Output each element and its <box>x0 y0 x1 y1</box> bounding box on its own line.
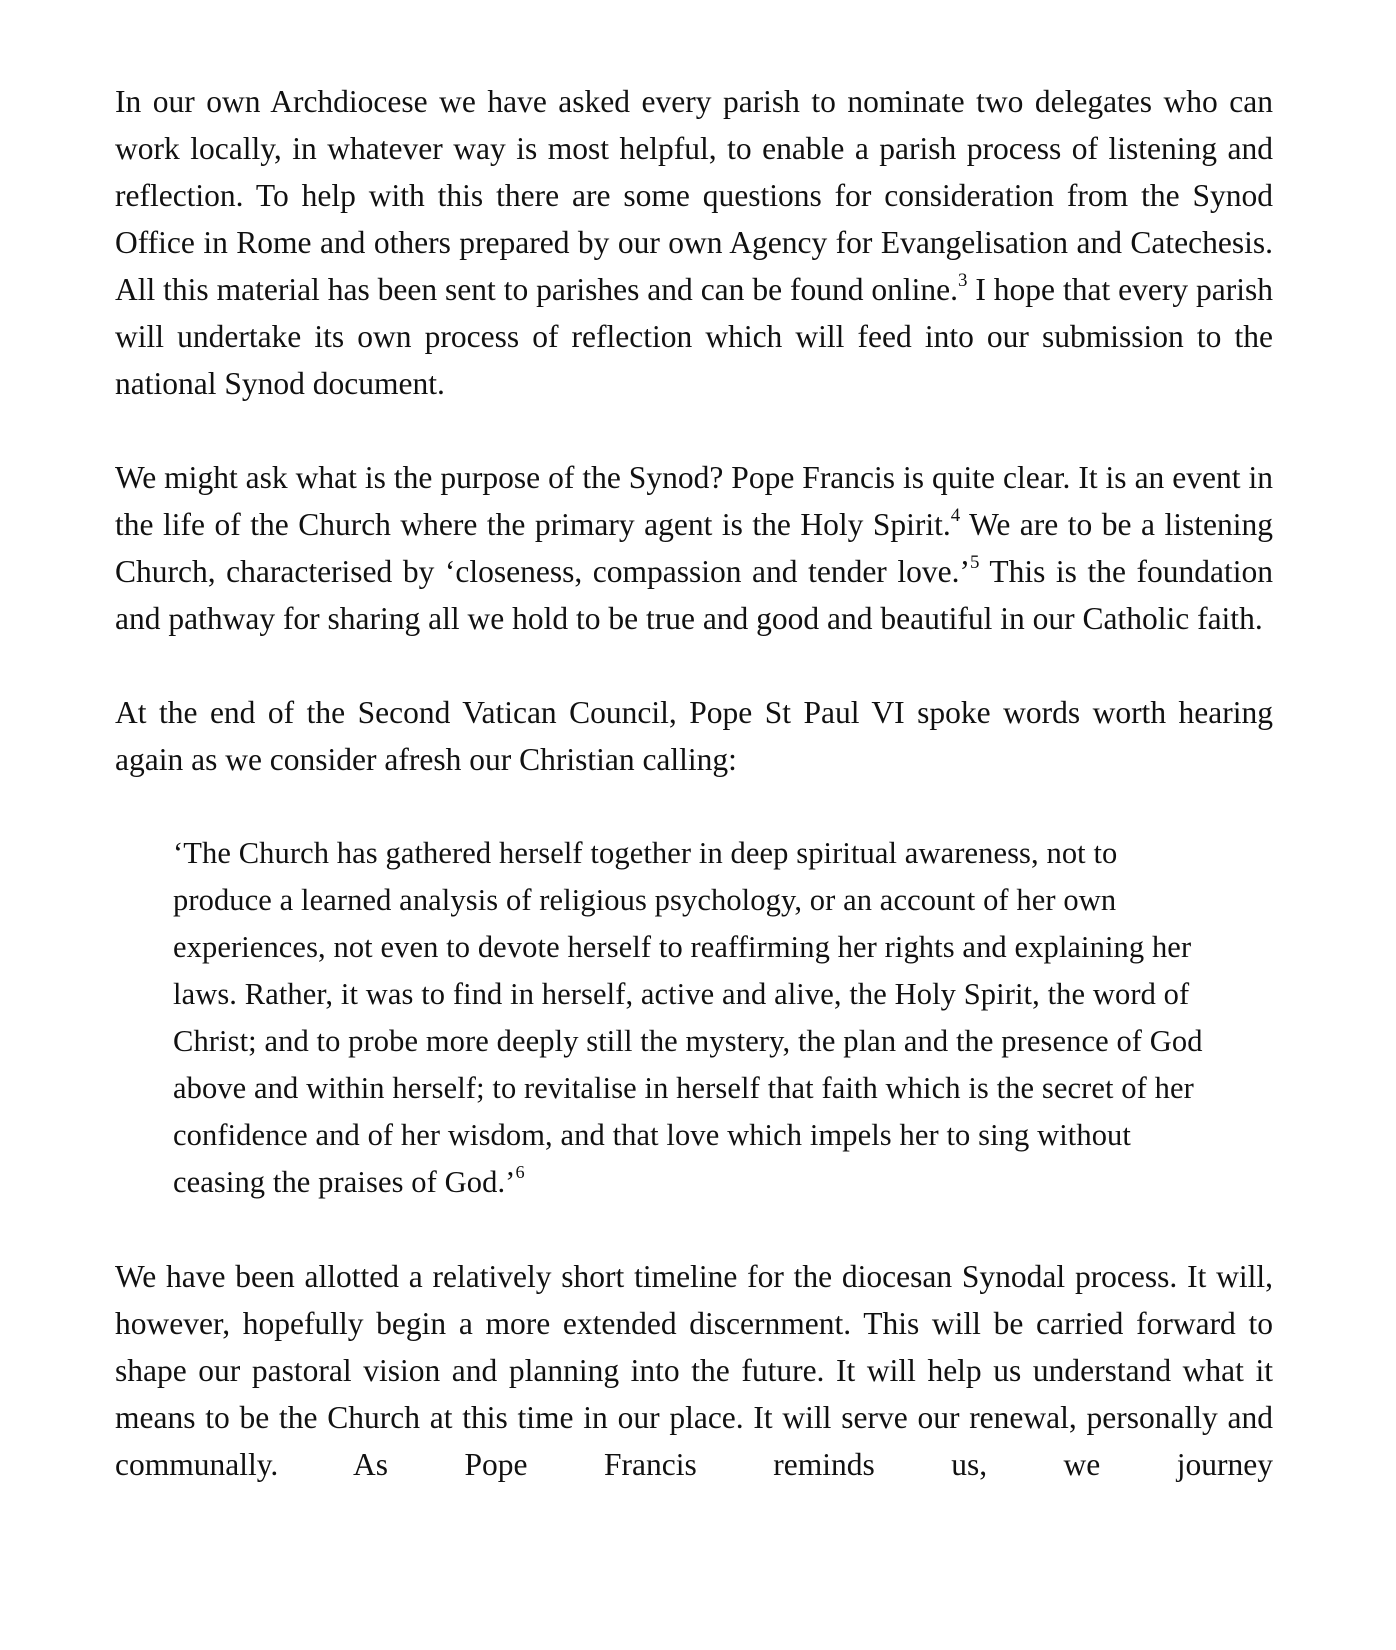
document-page <box>115 78 1273 1535</box>
paragraph-text: We have been allotted a relatively short timeline for the diocesan Synodal process. It will, however, hopefully begin a more extended discernment. This will be carried forward to shape our pastoral vision and planning into the future. It will help us understand what it means to be the Church at this time in our place. It will serve our renewal, personally and communally. As Pope Francis reminds us, we journey <box>115 1259 1273 1482</box>
footnote-marker-6[interactable]: 6 <box>515 1162 525 1183</box>
block-quote-paul-vi <box>173 830 1214 1206</box>
paragraph-text: We might ask what is the purpose of the Synod? Pope Francis is quite clear. It is an event in the life of the Church where the primary agent is the Holy Spirit. <box>115 460 1273 542</box>
paragraph-text: I hope that every parish will undertake its own process of reflection which will feed into our submission to the national Synod document. <box>115 272 1273 401</box>
paragraph-vatican-council <box>115 689 1273 783</box>
footnote-marker-5[interactable]: 5 <box>969 551 980 573</box>
paragraph-synod-purpose <box>115 454 1273 642</box>
footnote-marker-4[interactable]: 4 <box>950 504 961 526</box>
paragraph-parish-delegates <box>115 78 1273 407</box>
paragraph-text: At the end of the Second Vatican Council, Pope St Paul VI spoke words worth hearing again as we consider afresh our Christian calling: <box>115 695 1273 777</box>
quote-text: ‘The Church has gathered herself together in deep spiritual awareness, not to produce a learned analysis of religious psychology, or an account of her own experiences, not even to devote herself to reaffirming her rights and explaining her laws. Rather, it was to find in herself, active and alive, the Holy Spirit, the word of Christ; and to probe more deeply still the mystery, the plan and the presence of God above and within herself; to revitalise in herself that faith which is the secret of her confidence and of her wisdom, and that love which impels her to sing without ceasing the praises of God.’ <box>173 836 1203 1199</box>
paragraph-text: In our own Archdiocese we have asked every parish to nominate two delegates who can work locally, in whatever way is most helpful, to enable a parish process of listening and reflection. To help with this there are some questions for consideration from the Synod Office in Rome and others prepared by our own Agency for Evangelisation and Catechesis. All this material has been sent to parishes and can be found online. <box>115 84 1273 307</box>
paragraph-synodal-timeline <box>115 1253 1273 1488</box>
paragraph-text: This is the foundation and pathway for sharing all we hold to be true and good and beautiful in our Catholic faith. <box>115 554 1273 636</box>
paragraph-text: We are to be a listening Church, characterised by ‘closeness, compassion and tender love.’ <box>115 507 1273 589</box>
footnote-marker-3[interactable]: 3 <box>958 269 968 291</box>
